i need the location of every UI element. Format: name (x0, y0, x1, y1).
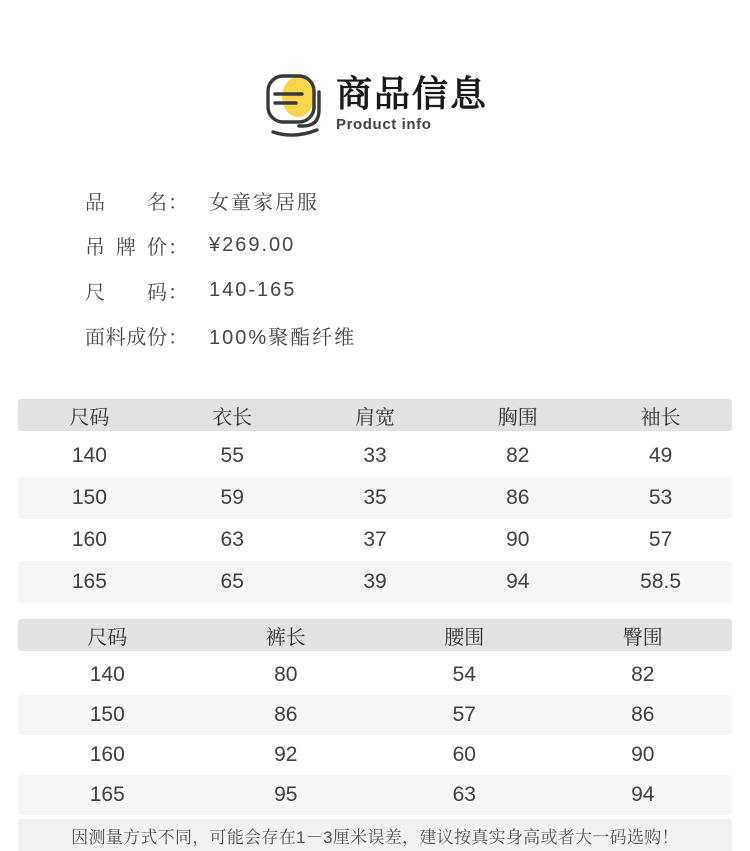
table-cell: 39 (363, 570, 387, 593)
table-header-cell: 裤长 (265, 626, 306, 649)
table-cell: 90 (631, 743, 655, 766)
table-cell: 60 (452, 743, 476, 766)
detail-label: 吊牌价 (85, 237, 167, 259)
table-cell: 140 (71, 444, 107, 467)
detail-row-fabric (85, 313, 750, 358)
detail-row-size-range (85, 268, 750, 313)
table-cell: 35 (363, 486, 387, 509)
table-header-cell: 腰围 (444, 626, 485, 649)
size-table-bottom (18, 619, 732, 815)
detail-colon: ： (168, 237, 188, 259)
table-cell: 150 (71, 486, 107, 509)
table-cell: 82 (631, 663, 655, 686)
table-cell: 165 (89, 783, 125, 806)
table-cell: 57 (452, 703, 476, 726)
table-row (18, 775, 732, 815)
table-cell: 65 (220, 570, 244, 593)
table-cell: 59 (220, 486, 244, 509)
table-row (18, 561, 732, 603)
table-header-cell: 肩宽 (354, 406, 395, 429)
table-cell: 95 (274, 783, 298, 806)
table-header-cell: 胸围 (497, 406, 538, 429)
table-cell: 63 (452, 783, 476, 806)
measurement-note (18, 819, 732, 851)
table-row (18, 477, 732, 519)
detail-value: 100%聚酯纤维 (209, 327, 357, 349)
table-header-row (18, 399, 732, 431)
table-cell: 90 (506, 528, 530, 551)
table-cell: 160 (71, 528, 107, 551)
table-cell: 140 (89, 663, 125, 686)
measurement-note-text: 因测量方式不同，可能会存在1－3厘米误差，建议按真实身高或者大一码选购！ (71, 828, 679, 847)
table-cell: 80 (274, 663, 298, 686)
table-cell: 57 (648, 528, 673, 551)
table-cell: 49 (648, 444, 673, 467)
detail-row-price (85, 223, 750, 268)
table-cell: 33 (363, 444, 387, 467)
detail-colon: ： (168, 282, 188, 304)
table-header-cell: 尺码 (87, 626, 128, 649)
header (0, 64, 750, 144)
detail-colon: ： (168, 192, 188, 214)
table-row (18, 695, 732, 735)
table-cell: 86 (631, 703, 655, 726)
detail-value: 女童家居服 (209, 192, 319, 214)
detail-value: 140-165 (209, 279, 297, 301)
table-row (18, 435, 732, 477)
table-row (18, 735, 732, 775)
detail-colon: ： (168, 327, 188, 349)
detail-row-name (85, 178, 750, 223)
table-cell: 82 (506, 444, 530, 467)
table-header-cell: 臀围 (622, 626, 663, 649)
page-title: 商品信息 (335, 72, 488, 114)
size-table-top (18, 399, 732, 603)
table-cell: 94 (506, 570, 530, 593)
table-cell: 58.5 (640, 570, 682, 593)
table-cell: 150 (89, 703, 125, 726)
table-header-cell: 衣长 (212, 406, 253, 429)
detail-value: ¥269.00 (209, 234, 296, 256)
detail-label: 面料成份 (85, 327, 167, 349)
table-cell: 92 (274, 743, 298, 766)
table-cell: 55 (220, 444, 244, 467)
page-subtitle: Product info (335, 116, 432, 134)
table-cell: 86 (506, 486, 530, 509)
table-cell: 160 (89, 743, 125, 766)
detail-label: 尺码 (85, 282, 167, 304)
table-cell: 94 (631, 783, 655, 806)
product-details (85, 178, 750, 358)
header-text (335, 72, 488, 134)
table-cell: 53 (648, 486, 673, 509)
table-row (18, 655, 732, 695)
table-cell: 54 (452, 663, 476, 686)
table-header-cell: 袖长 (640, 406, 681, 429)
table-cell: 37 (363, 528, 387, 551)
table-cell: 63 (220, 528, 244, 551)
table-header-cell: 尺码 (69, 406, 110, 429)
table-header-row (18, 619, 732, 651)
table-cell: 165 (71, 570, 107, 593)
detail-label: 品名 (85, 192, 167, 214)
table-cell: 86 (274, 703, 298, 726)
product-info-icon (262, 70, 326, 138)
table-row (18, 519, 732, 561)
